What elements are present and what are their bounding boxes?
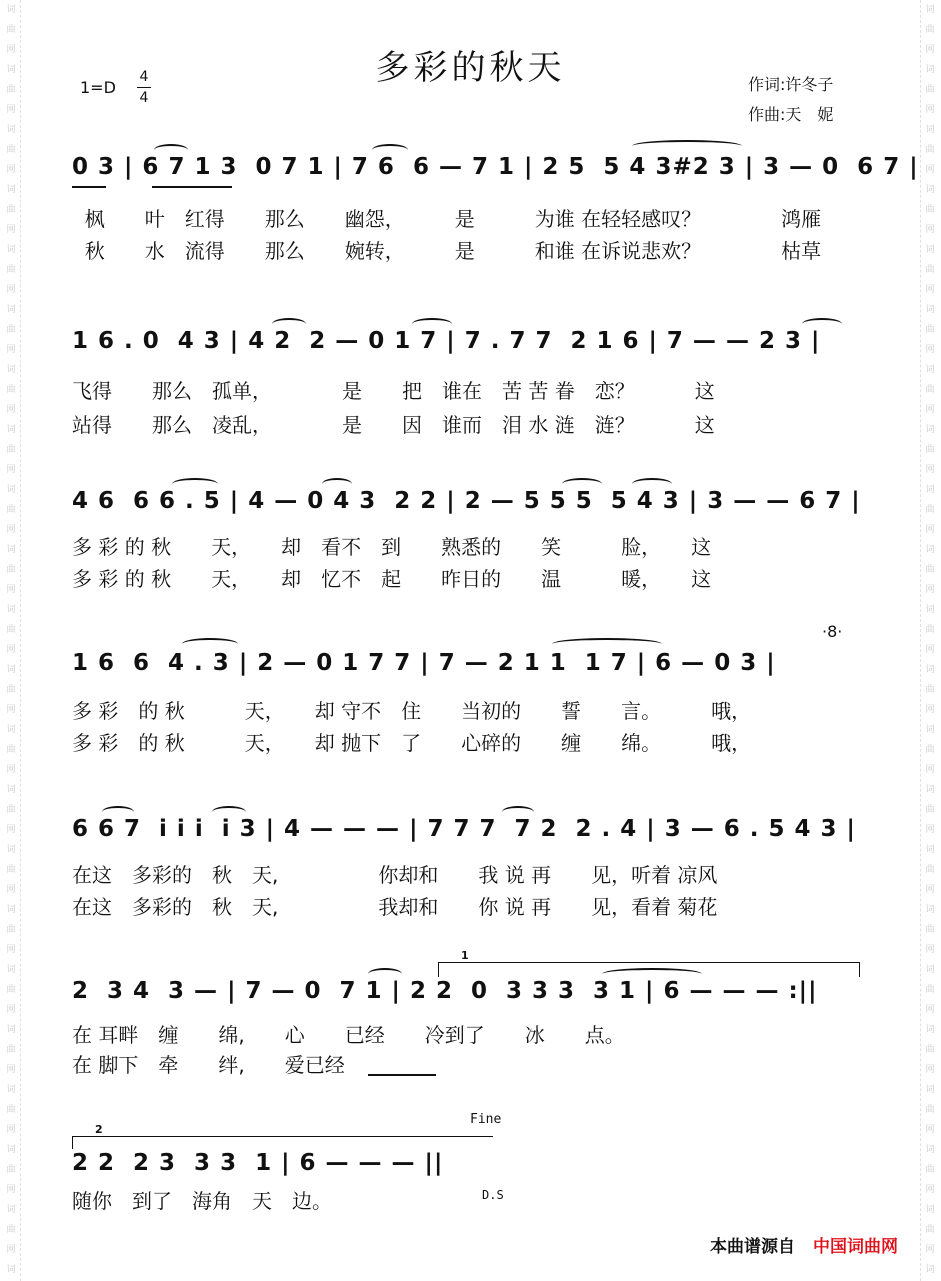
watermark-char: 曲 xyxy=(6,205,16,215)
volta-2 xyxy=(72,1123,493,1149)
notes-line: 6 6 7 i i i i 3 | 4 — — — | 7 7 7 7 2 2 . 4 | 3 — 6 . 5 4 3 | xyxy=(72,816,856,842)
system-5 xyxy=(72,814,882,934)
beam xyxy=(72,186,106,188)
lyrics-verse-2: 在 脚下 牵 绊, 爱已经 xyxy=(72,1053,345,1077)
notes-line: 1 6 6 4 . 3 | 2 — 0 1 7 7 | 7 — 2 1 1 1 7 | 6 — 0 3 | xyxy=(72,650,776,676)
source-credit xyxy=(710,1232,898,1257)
lyrics-verse-2: 站得 那么 凌乱， 是 因 谁而 泪 水 涟 涟？ 这 xyxy=(72,413,715,437)
lyrics-verse-2: 多 彩 的 秋 天， 却 抛下 了 心碎的 缠 绵。 哦， xyxy=(72,731,752,755)
lyrics-verse-1: 随你 到了 海角 天 边。 xyxy=(72,1189,332,1213)
watermark-char: 网 xyxy=(925,705,935,715)
watermark-char: 词 xyxy=(925,305,935,315)
watermark-char: 网 xyxy=(6,765,16,775)
notes-line: 0 3 | 6 7 1 3 0 7 1 | 7 6 6 — 7 1 | 2 5 5 4 3#2 3 | 3 — 0 6 7 | xyxy=(72,154,919,180)
watermark-char: 词 xyxy=(925,605,935,615)
watermark-char: 词 xyxy=(6,545,16,555)
watermark-char: 网 xyxy=(6,1065,16,1075)
watermark-char: 词 xyxy=(925,245,935,255)
watermark-char: 网 xyxy=(925,645,935,655)
watermark-char: 网 xyxy=(6,825,16,835)
watermark-char: 词 xyxy=(925,845,935,855)
lyrics-verse-1: 多 彩 的 秋 天， 却 守不 住 当初的 誓 言。 哦， xyxy=(72,699,752,723)
watermark-char: 词 xyxy=(6,965,16,975)
fine-mark: Fine xyxy=(470,1112,502,1127)
slur xyxy=(632,140,742,152)
watermark-char: 词 xyxy=(925,965,935,975)
system-6 xyxy=(72,949,882,1096)
watermark-char: 曲 xyxy=(925,1105,935,1115)
watermark-char: 曲 xyxy=(925,505,935,515)
watermark-char: 词 xyxy=(925,665,935,675)
watermark-char: 词 xyxy=(925,365,935,375)
watermark-char: 词 xyxy=(6,725,16,735)
watermark-char: 网 xyxy=(925,1125,935,1135)
credits xyxy=(748,70,833,130)
slur xyxy=(552,638,662,650)
watermark-char: 网 xyxy=(6,345,16,355)
segno-sign: ·8· xyxy=(822,622,843,641)
slur xyxy=(412,318,452,330)
watermark-char: 曲 xyxy=(925,325,935,335)
watermark-char: 曲 xyxy=(925,745,935,755)
composer: 作曲:天 妮 xyxy=(748,105,834,124)
watermark-char: 词 xyxy=(925,545,935,555)
watermark-char: 网 xyxy=(925,825,935,835)
slur xyxy=(502,806,534,818)
source-prefix: 本曲谱源自 xyxy=(710,1237,795,1257)
watermark-char: 曲 xyxy=(925,265,935,275)
watermark-char: 网 xyxy=(6,405,16,415)
lyricist: 作词:许冬子 xyxy=(748,75,834,94)
beam xyxy=(152,186,232,188)
watermark-char: 网 xyxy=(6,465,16,475)
watermark-char: 网 xyxy=(925,1005,935,1015)
watermark-char: 曲 xyxy=(6,85,16,95)
watermark-char: 网 xyxy=(6,645,16,655)
slur xyxy=(802,318,842,330)
watermark-char: 词 xyxy=(6,785,16,795)
watermark-char: 曲 xyxy=(925,385,935,395)
watermark-char: 词 xyxy=(6,905,16,915)
watermark-char: 曲 xyxy=(6,1225,16,1235)
watermark-char: 曲 xyxy=(925,145,935,155)
watermark-char: 网 xyxy=(6,885,16,895)
watermark-char: 词 xyxy=(6,1085,16,1095)
watermark-char: 词 xyxy=(925,1025,935,1035)
watermark-char: 曲 xyxy=(6,505,16,515)
watermark-char: 网 xyxy=(925,465,935,475)
watermark-char: 词 xyxy=(925,125,935,135)
lyrics-verse-1: 枫 叶 红得 那么 幽怨， 是 为谁 在轻轻感叹？ 鸿雁 xyxy=(72,207,822,231)
slur xyxy=(172,478,218,490)
watermark-char: 网 xyxy=(6,45,16,55)
lyrics-verse-1: 在这 多彩的 秋 天, 你却和 我 说 再 见，听着 凉风 xyxy=(72,863,718,887)
key-signature: 1=D xyxy=(80,78,116,97)
watermark-char: 网 xyxy=(925,285,935,295)
watermark-char: 网 xyxy=(925,405,935,415)
watermark-char: 词 xyxy=(6,845,16,855)
system-3 xyxy=(72,486,882,606)
lyric-underline xyxy=(368,1074,436,1076)
notes-line: 2 3 4 3 — | 7 — 0 7 1 | 2 2 0 3 3 3 3 1 | 6 — — — :|| xyxy=(72,978,818,1004)
watermark-char: 网 xyxy=(6,225,16,235)
watermark-char: 词 xyxy=(6,245,16,255)
system-2 xyxy=(72,326,882,446)
watermark-char: 曲 xyxy=(6,805,16,815)
system-7 xyxy=(72,1112,882,1228)
watermark-char: 词 xyxy=(925,5,935,15)
watermark-char: 网 xyxy=(925,1065,935,1075)
watermark-char: 曲 xyxy=(6,925,16,935)
watermark-char: 曲 xyxy=(925,865,935,875)
watermark-char: 曲 xyxy=(925,205,935,215)
song-title: 多彩的秋天 xyxy=(375,48,566,88)
watermark-char: 曲 xyxy=(6,445,16,455)
lyrics-verse-1: 在 耳畔 缠 绵, 心 已经 冷到了 冰 点。 xyxy=(72,1023,625,1047)
watermark-char: 网 xyxy=(925,45,935,55)
watermark-char: 词 xyxy=(6,305,16,315)
watermark-char: 网 xyxy=(6,945,16,955)
watermark-char: 词 xyxy=(925,1085,935,1095)
watermark-char: 词 xyxy=(6,185,16,195)
watermark-char: 曲 xyxy=(925,25,935,35)
watermark-char: 词 xyxy=(6,485,16,495)
watermark-char: 网 xyxy=(925,345,935,355)
slur xyxy=(212,806,246,818)
watermark-char: 网 xyxy=(925,585,935,595)
watermark-char: 词 xyxy=(6,5,16,15)
lyrics-verse-1: 多 彩 的 秋 天， 却 看不 到 熟悉的 笑 脸， 这 xyxy=(72,535,712,559)
slur xyxy=(154,144,188,156)
watermark-char: 网 xyxy=(6,105,16,115)
watermark-char: 曲 xyxy=(6,1105,16,1115)
watermark-char: 词 xyxy=(6,1265,16,1275)
watermark-char: 网 xyxy=(925,945,935,955)
watermark-char: 网 xyxy=(925,225,935,235)
watermark-char: 词 xyxy=(925,1265,935,1275)
volta-1 xyxy=(438,949,860,977)
watermark-char: 词 xyxy=(925,1205,935,1215)
watermark-char: 曲 xyxy=(925,1225,935,1235)
watermark-char: 词 xyxy=(6,1025,16,1035)
system-1 xyxy=(72,152,919,272)
system-4 xyxy=(72,622,882,768)
watermark-char: 曲 xyxy=(6,565,16,575)
watermark-char: 曲 xyxy=(925,805,935,815)
watermark-char: 词 xyxy=(925,725,935,735)
watermark-char: 曲 xyxy=(6,985,16,995)
watermark-char: 网 xyxy=(6,525,16,535)
volta-1-label: 1 xyxy=(461,949,469,962)
slur xyxy=(368,968,402,980)
notes-line: 2 2 2 3 3 3 1 | 6 — — — || xyxy=(72,1150,444,1176)
watermark-char: 词 xyxy=(6,605,16,615)
watermark-char: 曲 xyxy=(925,445,935,455)
watermark-char: 网 xyxy=(925,525,935,535)
slur xyxy=(632,478,672,490)
watermark-right xyxy=(920,0,939,1281)
watermark-char: 曲 xyxy=(6,1045,16,1055)
watermark-char: 网 xyxy=(925,1245,935,1255)
watermark-char: 网 xyxy=(925,885,935,895)
watermark-left xyxy=(2,0,21,1281)
time-signature-top: 4 xyxy=(139,69,149,85)
lyrics-verse-2: 多 彩 的 秋 天， 却 忆不 起 昨日的 温 暖， 这 xyxy=(72,567,712,591)
watermark-char: 词 xyxy=(6,1205,16,1215)
watermark-char: 网 xyxy=(6,1005,16,1015)
slur xyxy=(182,638,238,650)
watermark-char: 曲 xyxy=(925,685,935,695)
ds-mark: D.S xyxy=(482,1188,504,1202)
watermark-char: 曲 xyxy=(6,385,16,395)
watermark-char: 词 xyxy=(6,1145,16,1155)
watermark-char: 网 xyxy=(6,285,16,295)
watermark-char: 网 xyxy=(6,165,16,175)
time-signature-bottom: 4 xyxy=(139,90,149,106)
watermark-char: 曲 xyxy=(925,625,935,635)
watermark-char: 网 xyxy=(6,1125,16,1135)
watermark-char: 词 xyxy=(6,365,16,375)
lyrics-verse-2: 秋 水 流得 那么 婉转， 是 和谁 在诉说悲欢？ 枯草 xyxy=(72,239,822,263)
watermark-char: 曲 xyxy=(925,1165,935,1175)
watermark-char: 词 xyxy=(6,665,16,675)
watermark-char: 曲 xyxy=(925,925,935,935)
watermark-char: 词 xyxy=(6,125,16,135)
slur xyxy=(562,478,602,490)
watermark-char: 网 xyxy=(6,1245,16,1255)
notes-line: 1 6 . 0 4 3 | 4 2 2 — 0 1 7 | 7 . 7 7 2 1 6 | 7 — — 2 3 | xyxy=(72,328,821,354)
watermark-char: 网 xyxy=(925,105,935,115)
watermark-char: 曲 xyxy=(6,745,16,755)
slur xyxy=(372,144,408,156)
watermark-char: 曲 xyxy=(6,265,16,275)
watermark-char: 网 xyxy=(925,165,935,175)
slur xyxy=(272,318,306,330)
lyrics-verse-1: 飞得 那么 孤单， 是 把 谁在 苦 苦 眷 恋？ 这 xyxy=(72,379,715,403)
watermark-char: 曲 xyxy=(6,865,16,875)
watermark-char: 曲 xyxy=(6,625,16,635)
watermark-char: 词 xyxy=(925,485,935,495)
watermark-char: 曲 xyxy=(6,685,16,695)
watermark-char: 词 xyxy=(6,425,16,435)
watermark-char: 网 xyxy=(6,1185,16,1195)
lyrics-verse-2: 在这 多彩的 秋 天, 我却和 你 说 再 见，看着 菊花 xyxy=(72,895,718,919)
watermark-char: 词 xyxy=(925,1145,935,1155)
watermark-char: 词 xyxy=(6,65,16,75)
watermark-char: 曲 xyxy=(925,985,935,995)
source-brand: 中国词曲网 xyxy=(813,1237,898,1257)
slur xyxy=(322,478,352,490)
watermark-char: 词 xyxy=(925,785,935,795)
watermark-char: 词 xyxy=(925,905,935,915)
notes-line: 4 6 6 6 . 5 | 4 — 0 4 3 2 2 | 2 — 5 5 5 5 4 3 | 3 — — 6 7 | xyxy=(72,488,861,514)
slur xyxy=(102,806,134,818)
watermark-char: 网 xyxy=(925,765,935,775)
watermark-char: 网 xyxy=(6,585,16,595)
watermark-char: 词 xyxy=(925,425,935,435)
watermark-char: 曲 xyxy=(6,1165,16,1175)
watermark-char: 曲 xyxy=(6,145,16,155)
watermark-char: 曲 xyxy=(925,85,935,95)
volta-2-label: 2 xyxy=(95,1123,103,1136)
watermark-char: 词 xyxy=(925,185,935,195)
watermark-char: 曲 xyxy=(925,565,935,575)
watermark-char: 网 xyxy=(6,705,16,715)
watermark-char: 曲 xyxy=(925,1045,935,1055)
watermark-char: 词 xyxy=(925,65,935,75)
watermark-char: 曲 xyxy=(6,25,16,35)
watermark-char: 曲 xyxy=(6,325,16,335)
time-signature xyxy=(137,68,151,107)
watermark-char: 网 xyxy=(925,1185,935,1195)
